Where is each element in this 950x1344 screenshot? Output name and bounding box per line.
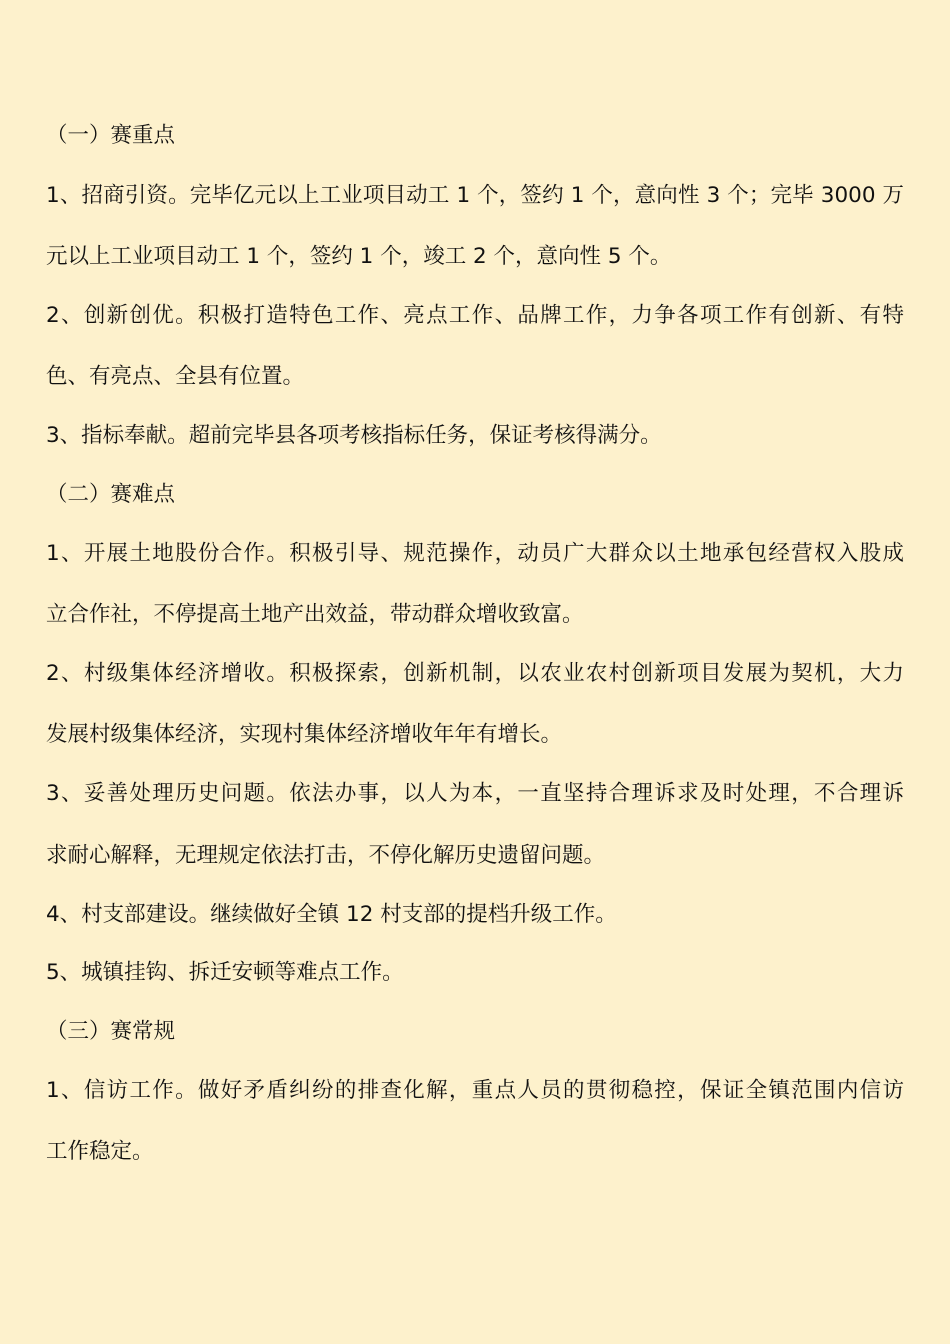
paragraph-line: 色、有亮点、全县有位置。 <box>46 364 305 389</box>
paragraph-line: 3、指标奉献。超前完毕县各项考核指标任务，保证考核得满分。 <box>46 423 662 448</box>
paragraph-line: 立合作社，不停提高土地产出效益，带动群众增收致富。 <box>46 602 584 627</box>
paragraph-line: 元以上工业项目动工 1 个，签约 1 个，竣工 2 个，意向性 5 个。 <box>46 244 672 269</box>
section-heading-3: （三）赛常规 <box>46 1019 176 1044</box>
paragraph-line: 工作稳定。 <box>46 1139 154 1164</box>
paragraph-line: 2、创新创优。积极打造特色工作、亮点工作、品牌工作，力争各项工作有创新、有特 <box>46 303 904 328</box>
paragraph-line: 求耐心解释，无理规定依法打击，不停化解历史遗留问题。 <box>46 843 606 868</box>
paragraph-line: 5、城镇挂钩、拆迁安顿等难点工作。 <box>46 960 404 985</box>
paragraph-line: 1、信访工作。做好矛盾纠纷的排查化解，重点人员的贯彻稳控，保证全镇范围内信访 <box>46 1078 904 1103</box>
paragraph-line: 1、开展土地股份合作。积极引导、规范操作，动员广大群众以土地承包经营权入股成 <box>46 541 904 566</box>
paragraph-line: 发展村级集体经济，实现村集体经济增收年年有增长。 <box>46 722 563 747</box>
paragraph-line: 1、招商引资。完毕亿元以上工业项目动工 1 个，签约 1 个，意向性 3 个；完毕 3000 万 <box>46 183 904 208</box>
section-heading-2: （二）赛难点 <box>46 482 176 507</box>
paragraph-line: 3、妥善处理历史问题。依法办事，以人为本，一直坚持合理诉求及时处理，不合理诉 <box>46 781 904 806</box>
paragraph-line: 4、村支部建设。继续做好全镇 12 村支部的提档升级工作。 <box>46 902 617 927</box>
section-heading-1: （一）赛重点 <box>46 123 176 148</box>
paragraph-line: 2、村级集体经济增收。积极探索，创新机制，以农业农村创新项目发展为契机，大力 <box>46 661 904 686</box>
